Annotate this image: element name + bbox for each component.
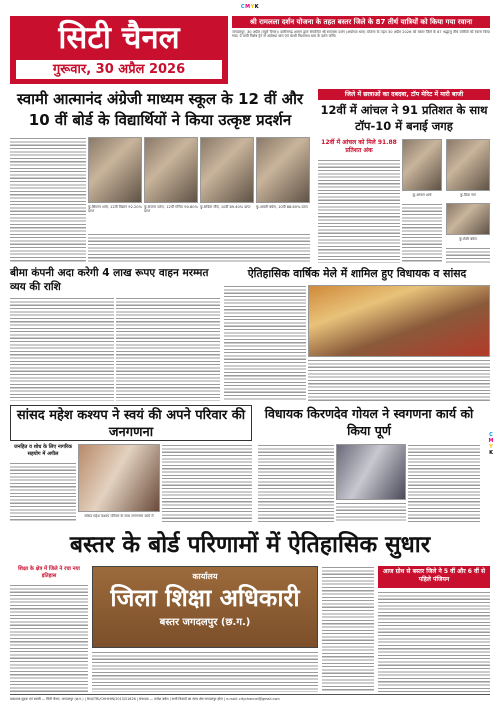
student-caption-1: कु.सिमरन शर्मा, 12वीं विज्ञान 92.20% प्राप्त (88, 205, 142, 214)
bottom-side-subhead: शिक्षा के क्षेत्र में जिले ने रचा नया इतिहास (18, 566, 80, 579)
student-photo-3 (200, 137, 254, 203)
topper-photo-2 (446, 139, 490, 191)
imprint-line: प्रकाशक मुद्रक एवं स्वामी — सिटी चैनल, जगदलपुर (छ.ग.) | RNI/TRI/CHHHIN/2013/51826 | संपादक — राजेश बघेल | सभी विवादों का न्याय क्षेत्र जगदलपुर होगा | e-mail: citychannel@gmail.com (10, 694, 490, 703)
office-label-top: कार्यालय (192, 572, 218, 581)
student-photo-1 (88, 137, 142, 203)
article5-headline: सांसद महेश कश्यप ने स्वयं की अपने परिवार की जनगणना (10, 405, 252, 441)
mla-photo (336, 444, 406, 500)
mp-family-caption: सांसद महेश कश्यप परिवार के साथ जनगणना कार्य में (84, 514, 154, 518)
newspaper-title: सिटी चैनल (58, 20, 180, 56)
article2-kicker: जिले में छात्राओं का दबदबा, टॉप मेरिट में मारी बाजी (318, 89, 490, 100)
article6-headline: विधायक किरणदेव गोयल ने स्वगणना कार्य को किया पूर्ण (264, 406, 474, 438)
article2-subhead: 12वीं में आंचल को मिले 91.88 प्रतिशत अंक (321, 139, 397, 154)
banner-body: जगदलपुर, 30 अप्रैल (ब्यूरो चैनल)। छत्तीसगढ़ शासन द्वारा संचालित श्री रामलला दर्शन (अयोध्या धाम) योजना के तहत 30 अप्रैल 2026 को बस्तर जिले के 87 श्रद्धालु तीर्थ यात्रियों को रवाना किया गया। ये यात्री विशेष ट्रेन से अयोध्या धाम एवं काशी विश्वनाथ धाम के दर्शन करेंगे। (232, 30, 490, 39)
mp-family-photo (78, 444, 160, 512)
student-caption-2: कु.संजना पटेल, 12वीं गणित 90.80% प्राप्त (144, 205, 198, 214)
article1-headline: स्वामी आत्मानंद अंग्रेजी माध्यम स्कूल के 12 वीं और 10 वीं बोर्ड के विद्यार्थियों ने किया उत्कृष्ट प्रदर्शन (16, 90, 304, 129)
student-photo-2 (144, 137, 198, 203)
article5-body-col2 (162, 444, 252, 522)
masthead-block (10, 16, 228, 84)
article5-body-col1 (10, 462, 76, 522)
bottom-body-col2 (92, 651, 318, 692)
bottom-body-col1 (10, 584, 88, 692)
fair-event-photo (308, 285, 490, 357)
article5-subhead: जनहित व शोध के लिए नागरिक सहयोग में अपील (14, 444, 72, 457)
article4-body-col1 (224, 285, 306, 401)
student-caption-3: कु.सविता मौर्य, 10वीं 89.40% प्राप्त (200, 205, 251, 209)
article2-body-col2 (402, 203, 442, 263)
article2-body-col3 (446, 247, 490, 263)
banner-headline: श्री रामलला दर्शन योजना के तहत बस्तर जिले के 87 तीर्थ यात्रियों को किया गया रवाना (232, 16, 490, 28)
student-caption-4: कु.आरती बघेल, 10वीं 88.60% प्राप्त (256, 205, 308, 209)
article3-headline: बीमा कंपनी अदा करेगी 4 लाख रूपए वाहन मरम्मत व्यय की राशि (10, 267, 209, 293)
bottom-body-col3 (322, 566, 374, 692)
article3-body-col1 (10, 297, 114, 401)
article4-body-col2 (308, 359, 490, 401)
topper-caption-3: कु.रश्मि बघेल (459, 237, 477, 241)
article3-body-col2 (116, 297, 220, 401)
cmyk-registration-top: CMYK (240, 4, 260, 10)
article6-body-col2 (336, 502, 406, 522)
topper-photo-3 (446, 203, 490, 235)
article2-headline: 12वीं में आंचल ने 91 प्रतिशत के साथ टॉप-10 में बनाई जगह (320, 103, 488, 133)
topper-caption-1: कु.आंचल शर्मा (412, 193, 432, 197)
deo-office-signboard-photo (92, 566, 318, 648)
issue-date: गुरूवार, 30 अप्रैल 2026 (16, 60, 222, 79)
article1-body-lower (88, 233, 310, 263)
article4-headline: ऐतिहासिक वार्षिक मेले में शामिल हुए विधायक व सांसद (247, 267, 467, 280)
banner-story (232, 16, 490, 84)
article2-body (318, 159, 400, 263)
article6-body-col1 (258, 444, 334, 522)
bottom-headline: बस्तर के बोर्ड परिणामों में ऐतिहासिक सुधार (69, 532, 431, 558)
office-label-sub: बस्तर जगदलपुर (छ.ग.) (159, 617, 251, 628)
office-label-main: जिला शिक्षा अधिकारी (110, 584, 300, 612)
article1-body-col1 (10, 137, 86, 263)
topper-photo-1 (402, 139, 442, 191)
bottom-right-headline: आज ग्रोथ से बस्तर जिले ने 5 वीं और 6 वीं से पहिले पंजियन (378, 566, 490, 588)
cmyk-registration-side: C M Y K (488, 432, 494, 456)
student-photo-4 (256, 137, 310, 203)
topper-caption-2: कु.प्रिया नाग (460, 193, 476, 197)
bottom-body-col4 (378, 591, 490, 692)
article6-body-col3 (408, 444, 480, 522)
